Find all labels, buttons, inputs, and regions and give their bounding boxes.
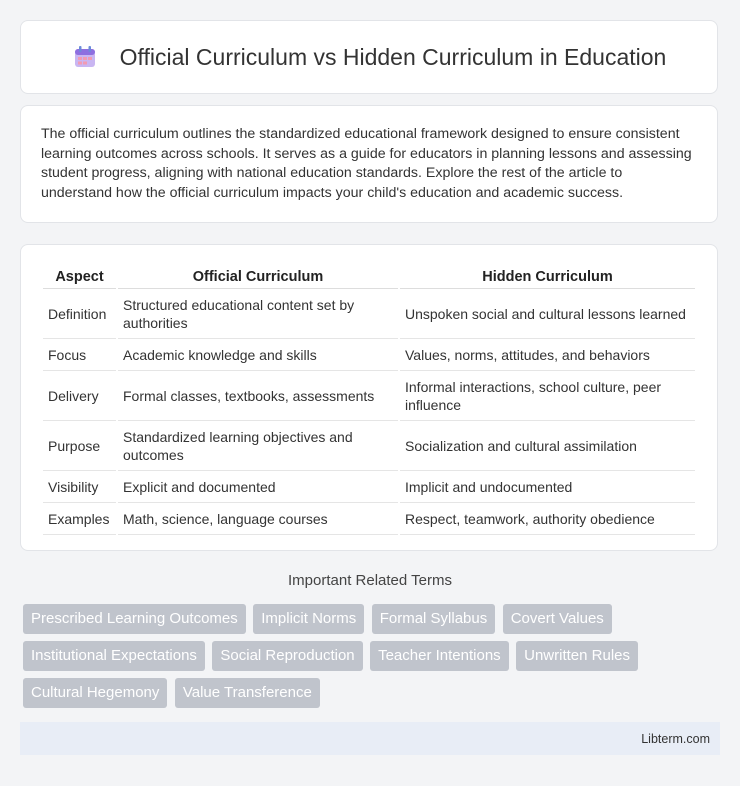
related-term-tag[interactable]: Covert Values (503, 604, 612, 634)
related-term-tag[interactable]: Prescribed Learning Outcomes (23, 604, 246, 634)
table-row (43, 289, 695, 339)
related-term-tag[interactable]: Unwritten Rules (516, 641, 638, 671)
table-cell-aspect: Examples (43, 503, 116, 535)
table-cell-aspect: Purpose (43, 421, 116, 471)
comparison-table (41, 265, 697, 535)
related-terms-list (23, 604, 723, 715)
table-cell-official: Structured educational content set by authorities (118, 289, 398, 339)
table-cell-hidden: Unspoken social and cultural lessons learned (400, 289, 695, 339)
intro-card (20, 105, 718, 223)
table-cell-official: Standardized learning objectives and outcomes (118, 421, 398, 471)
calendar-icon (72, 44, 98, 70)
table-cell-hidden: Socialization and cultural assimilation (400, 421, 695, 471)
header-card (20, 20, 718, 94)
table-cell-aspect: Delivery (43, 371, 116, 421)
column-header-hidden: Hidden Curriculum (400, 265, 695, 289)
table-cell-aspect: Focus (43, 339, 116, 371)
table-row (43, 339, 695, 371)
footer (20, 722, 720, 755)
page-title: Official Curriculum vs Hidden Curriculum in Education (119, 43, 667, 70)
related-term-tag[interactable]: Formal Syllabus (372, 604, 496, 634)
table-cell-official: Explicit and documented (118, 471, 398, 503)
table-row (43, 471, 695, 503)
table-cell-hidden: Values, norms, attitudes, and behaviors (400, 339, 695, 371)
table-cell-hidden: Respect, teamwork, authority obedience (400, 503, 695, 535)
column-header-official: Official Curriculum (118, 265, 398, 289)
related-term-tag[interactable]: Teacher Intentions (370, 641, 509, 671)
table-cell-hidden: Informal interactions, school culture, peer influence (400, 371, 695, 421)
table-cell-aspect: Visibility (43, 471, 116, 503)
related-terms-title: Important Related Terms (288, 572, 452, 589)
table-header-row (43, 265, 695, 289)
table-cell-official: Formal classes, textbooks, assessments (118, 371, 398, 421)
column-header-aspect: Aspect (43, 265, 116, 289)
related-term-tag[interactable]: Cultural Hegemony (23, 678, 167, 708)
table-row (43, 371, 695, 421)
table-row (43, 421, 695, 471)
related-term-tag[interactable]: Value Transference (175, 678, 320, 708)
comparison-table-card (20, 244, 718, 551)
table-cell-official: Math, science, language courses (118, 503, 398, 535)
intro-text: The official curriculum outlines the standardized educational framework designed to ensure consistent learning outcomes across schools. It serves as a guide for educators in planning lessons and assessing student progress, aligning with national education standards. Explore the rest of the article to understand how the official curriculum impacts your child's education and academic success. (41, 126, 692, 201)
table-cell-hidden: Implicit and undocumented (400, 471, 695, 503)
table-cell-official: Academic knowledge and skills (118, 339, 398, 371)
table-row (43, 503, 695, 535)
related-term-tag[interactable]: Institutional Expectations (23, 641, 205, 671)
footer-site-link[interactable]: Libterm.com (641, 731, 710, 746)
table-cell-aspect: Definition (43, 289, 116, 339)
related-term-tag[interactable]: Implicit Norms (253, 604, 364, 634)
related-term-tag[interactable]: Social Reproduction (212, 641, 362, 671)
